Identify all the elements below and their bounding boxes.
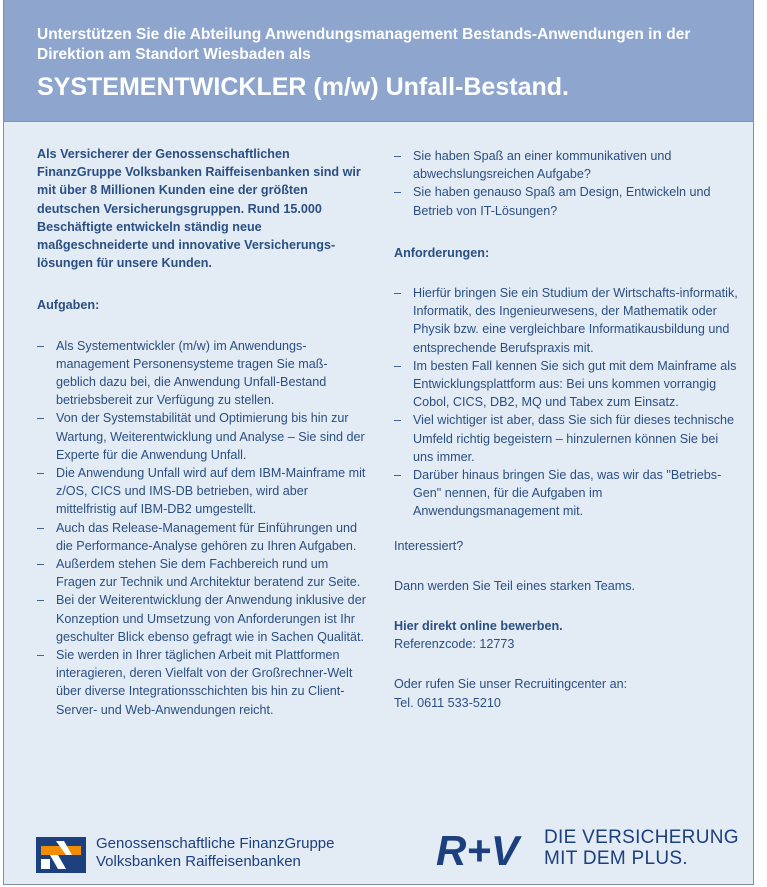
task-item: – Die Anwendung Unfall wird auf dem IBM-Mainframe mit z/OS, CICS und IMS-DB betrieben, wird aber mittelfristig auf IBM-DB2 umgestellt. — [37, 464, 367, 519]
vr-group-name — [96, 835, 334, 871]
task-item: – Außerdem stehen Sie dem Fachbereich rund um Fragen zur Technik und Architektur beratend zur Seite. — [37, 555, 367, 591]
requirement-item: – Im besten Fall kennen Sie sich gut mit dem Mainframe als Entwicklungsplattform aus: Bei uns kommen vorrangig Cobol, CICS, DB2, MQ und Tabex zum Einsatz. — [394, 357, 739, 412]
requirement-item: – Darüber hinaus bringen Sie das, was wir das "Betriebs-Gen" nennen, für die Aufgaben im Anwendungsmanagement mit. — [394, 466, 739, 521]
rv-logo-text: R+V — [436, 827, 519, 871]
reference-code: Referenzcode: 12773 — [394, 637, 515, 652]
apply-online-link[interactable]: Hier direkt online bewerben. — [394, 619, 563, 634]
requirement-item: – Viel wichtiger ist aber, dass Sie sich für dieses technische Umfeld richtig begeistern – hinzulernen können Sie bei uns immer. — [394, 411, 739, 466]
intro-text: Unterstützen Sie die Abteilung Anwendungsmanagement Bestands-Anwendungen in der Direktion am Standort Wiesbaden als — [37, 26, 691, 63]
tasks-heading: Aufgaben: — [37, 298, 100, 313]
questions-list — [394, 147, 739, 220]
footer — [4, 815, 753, 883]
job-ad — [3, 0, 754, 885]
company-intro: Als Versicherer der Genossenschaftlichen FinanzGruppe Volksbanken Raiffeisenbanken sind wir mit über 8 Millionen Kunden eine der größten deutschen Versicherungsgruppen. Rund 15.000 Beschäftigte entwickeln ständig neue maßgeschneiderte und innovative Versicherungs-lösungen für unsere Kunden. — [37, 147, 361, 271]
task-item: – Bei der Weiterentwicklung der Anwendung inklusive der Konzeption und Umsetzung von Anforderungen ist Ihr geschulter Blick ebenso gefragt wie in Sachen Qualität. — [37, 591, 367, 646]
call-text: Oder rufen Sie unser Recruitingcenter an: — [394, 677, 628, 692]
requirement-item: – Hierfür bringen Sie ein Studium der Wirtschafts-informatik, Informatik, des Ingenieurwesens, der Mathematik oder Physik bzw. eine vergleichbare Informatikausbildung und entsprechende Berufspraxis mit. — [394, 284, 739, 357]
vr-line-1: Genossenschaftliche FinanzGruppe — [96, 835, 335, 852]
volksbanken-raiffeisenbanken-logo — [36, 837, 86, 873]
rv-slogan-line-1: DIE VERSICHERUNG — [544, 827, 739, 848]
job-title: SYSTEMENTWICKLER (m/w) Unfall-Bestand. — [37, 73, 569, 101]
rv-logo — [436, 827, 536, 871]
phone-number: Tel. 0611 533-5210 — [394, 695, 501, 710]
rv-slogan-line-2: MIT DEM PLUS. — [544, 848, 688, 869]
task-item: – Auch das Release-Management für Einführungen und die Performance-Analyse gehören zu Ihren Aufgaben. — [37, 519, 367, 555]
vr-line-2: Volksbanken Raiffeisenbanken — [96, 853, 301, 870]
task-item: – Von der Systemstabilität und Optimierung bis hin zur Wartung, Weiterentwicklung und Analyse – Sie sind der Experte für die Anwendung Unfall. — [37, 409, 367, 464]
right-column — [394, 147, 739, 712]
interested-text: Interessiert? — [394, 538, 464, 553]
question-item: – Sie haben Spaß an einer kommunikativen und abwechslungsreichen Aufgabe? — [394, 147, 739, 183]
left-column — [37, 145, 367, 719]
header-banner — [4, 0, 753, 122]
question-item: – Sie haben genauso Spaß am Design, Entwickeln und Betrieb von IT-Lösungen? — [394, 183, 739, 219]
task-item: – Sie werden in Ihrer täglichen Arbeit mit Plattformen interagieren, deren Vielfalt von der Großrechner-Welt über diverse Integrationsschichten bis hin zu Client-Server- und Web-Anwendungen reicht. — [37, 646, 367, 719]
task-item: – Als Systementwickler (m/w) im Anwendungs-management Personensysteme tragen Sie maß-geblich dazu bei, die Anwendung Unfall-Bestand betriebsbereit zur Verfügung zu stellen. — [37, 337, 367, 410]
team-text: Dann werden Sie Teil eines starken Teams. — [394, 578, 636, 593]
rv-slogan — [544, 827, 739, 869]
requirements-list — [394, 284, 739, 521]
requirements-heading: Anforderungen: — [394, 245, 490, 260]
tasks-list — [37, 337, 367, 719]
